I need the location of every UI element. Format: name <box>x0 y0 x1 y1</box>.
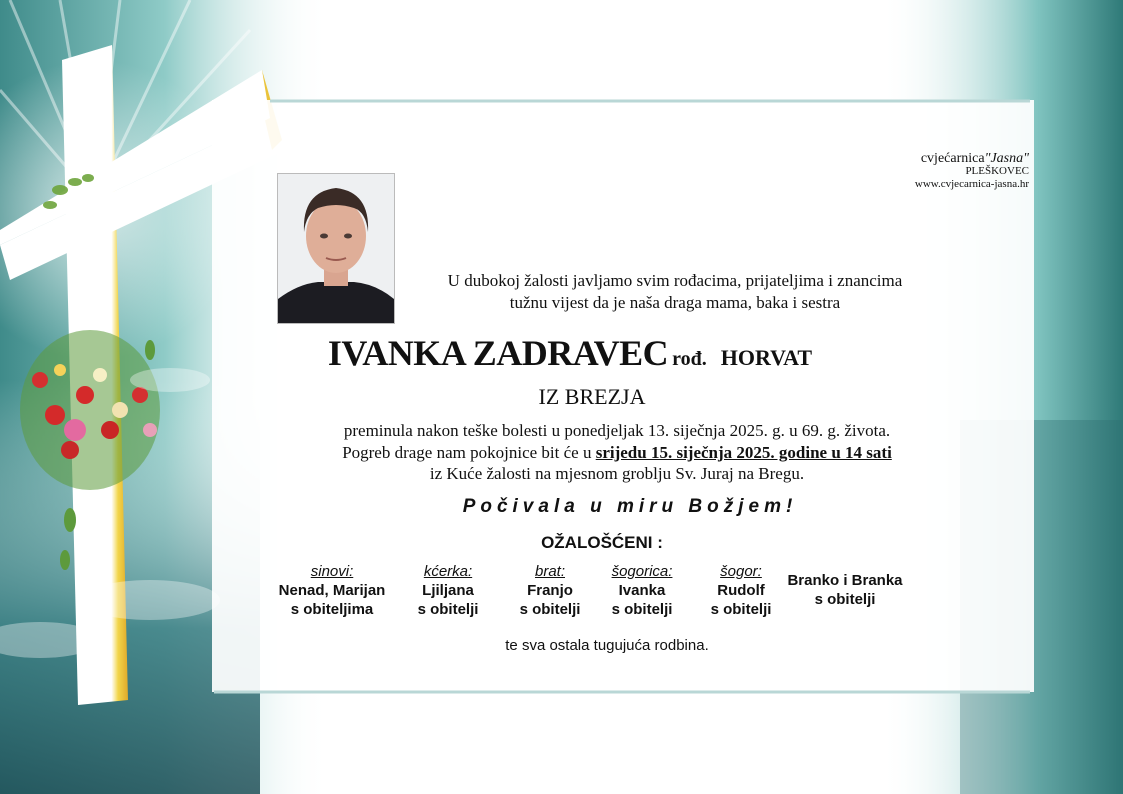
florist-town: PLEŠKOVEC <box>965 165 1029 177</box>
florist-website: www.cvjecarnica-jasna.hr <box>914 178 1029 190</box>
mourner-group: kćerka: Ljiljana s obitelji <box>417 563 479 618</box>
intro-line-2: tužnu vijest da je naša draga mama, baka i sestra <box>509 293 841 312</box>
funeral-date-time: srijedu 15. siječnja 2025. godine u 14 sati <box>595 442 892 462</box>
maiden-name: HORVAT <box>720 345 813 370</box>
deceased-name-line <box>200 332 940 374</box>
deceased-place: IZ BREZJA <box>538 384 646 409</box>
funeral-location: iz Kuće žalosti na mjesnom groblju Sv. Juraj na Bregu. <box>429 464 805 483</box>
deceased-name: IVANKA ZADRAVEC <box>327 333 669 373</box>
death-details: preminula nakon teške bolesti u ponedjeljak 13. siječnja 2025. g. u 69. g. života. <box>343 421 891 440</box>
closing-line: te sva ostala tugujuća rodbina. <box>505 637 709 654</box>
rest-in-peace: Počivala u miru Božjem! <box>462 496 798 517</box>
mourner-group: Branko i Branka s obitelji <box>787 572 903 608</box>
mourner-group: brat: Franjo s obitelji <box>519 563 581 618</box>
funeral-details <box>262 420 972 485</box>
mourner-group: šogor: Rudolf s obitelji <box>710 563 772 618</box>
portrait-photo <box>277 173 395 324</box>
mourner-group: šogorica: Ivanka s obitelji <box>611 563 673 618</box>
intro-line-1: U dubokoj žalosti javljamo svim rođacima, prijateljima i znancima <box>447 271 903 290</box>
intro-text <box>380 270 970 314</box>
florist-name: cvjećarnica"Jasna" <box>920 151 1029 166</box>
mourner-group: sinovi: Nenad, Marijan s obiteljima <box>278 563 386 618</box>
florist-info <box>789 152 1029 191</box>
mourners-title: OŽALOŠĆENI : <box>541 533 663 552</box>
funeral-time-line: Pogreb drage nam pokojnice bit će u srijedu 15. siječnja 2025. godine u 14 sati <box>342 442 892 462</box>
born-abbrev: rođ. <box>672 348 707 370</box>
